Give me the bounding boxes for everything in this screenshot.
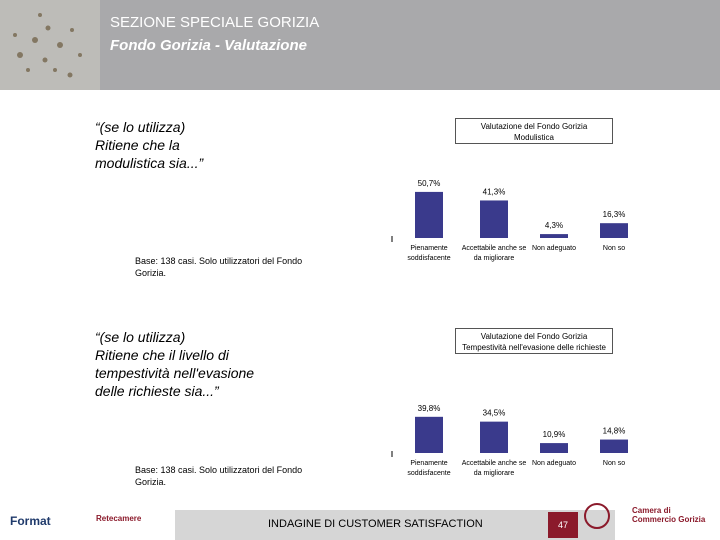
data-label-3: 4,3% xyxy=(544,221,564,231)
base-note-1: Base: 138 casi. Solo utilizzatori del Fondo Gorizia. xyxy=(135,256,303,278)
bar-3 xyxy=(540,234,568,238)
data-label-3: 10,9% xyxy=(542,430,566,440)
section-subtitle: Fondo Gorizia - Valutazione xyxy=(110,37,307,54)
bar-2 xyxy=(480,422,508,453)
bar-1 xyxy=(415,417,443,453)
category-label-1: soddisfacente xyxy=(407,255,451,262)
camera-commercio-logo: Camera di Commercio Gorizia xyxy=(632,506,706,524)
base-note-2: Base: 138 casi. Solo utilizzatori del Fondo Gorizia. xyxy=(135,465,303,487)
chart-2-title-text: Valutazione del Fondo Gorizia Tempestività nell'evasione delle richieste xyxy=(462,332,606,352)
category-label-1: Pienamente xyxy=(410,460,448,467)
data-label-4: 14,8% xyxy=(602,426,626,436)
category-label-3: Non adeguato xyxy=(532,460,576,467)
format-logo: Format xyxy=(10,514,51,528)
category-label-3: Non adeguato xyxy=(532,245,576,252)
category-label-4: Non so xyxy=(602,245,626,252)
category-label-2: Accettabile anche se xyxy=(461,460,527,467)
bar-3 xyxy=(540,443,568,453)
data-label-1: 39,8% xyxy=(417,403,441,413)
data-label-1: 50,7% xyxy=(417,178,441,188)
category-label-1: soddisfacente xyxy=(407,470,451,477)
category-label-2: da migliorare xyxy=(473,470,515,477)
page-number: 47 xyxy=(548,512,578,538)
bar-4 xyxy=(600,223,628,238)
chart-2-title xyxy=(455,328,613,354)
category-label-1: Pienamente xyxy=(410,245,448,252)
bar-4 xyxy=(600,440,628,453)
header-banner xyxy=(0,0,720,90)
section-title: SEZIONE SPECIALE GORIZIA xyxy=(110,14,320,31)
retecamere-logo: Retecamere xyxy=(96,514,142,523)
data-label-2: 41,3% xyxy=(482,187,506,197)
question-1: “(se lo utilizza) Ritiene che la modulistica sia...” xyxy=(95,119,204,171)
category-label-2: Accettabile anche se xyxy=(461,245,527,252)
dandelion-decoration xyxy=(0,0,100,90)
category-label-4: Non so xyxy=(602,460,626,467)
chart-1-title-text: Valutazione del Fondo Gorizia Modulistica xyxy=(480,122,588,142)
chart-2 xyxy=(380,385,680,495)
category-label-2: da migliorare xyxy=(473,255,515,262)
chart-1-title xyxy=(455,118,613,144)
bar-1 xyxy=(415,192,443,238)
seal-icon xyxy=(584,503,610,529)
chart-1 xyxy=(380,170,680,280)
data-label-2: 34,5% xyxy=(482,408,506,418)
question-2: “(se lo utilizza) Ritiene che il livello di tempestività nell'evasione delle richieste sia...” xyxy=(95,329,255,399)
bar-2 xyxy=(480,200,508,238)
dandelion-image xyxy=(0,0,100,90)
data-label-4: 16,3% xyxy=(602,210,626,220)
footer-text: INDAGINE DI CUSTOMER SATISFACTION xyxy=(268,518,483,530)
